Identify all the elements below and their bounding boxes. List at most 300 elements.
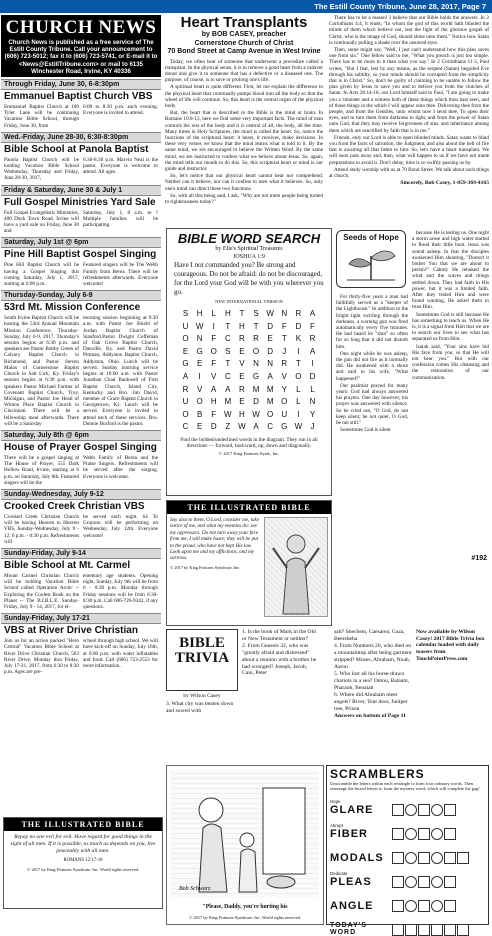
event-body xyxy=(1,156,161,183)
word-search-version: NEW INTERNATIONAL VERSION xyxy=(215,299,283,304)
article-body xyxy=(165,59,323,206)
answer-box[interactable] xyxy=(431,852,443,864)
grid-letter[interactable]: E xyxy=(239,371,245,381)
event-text: Webb Family of Berea and the Praise Singers. Refreshments will be served after the singing. Everyone is welcome. xyxy=(83,454,158,480)
grid-letter[interactable]: A xyxy=(309,309,316,318)
grid-row xyxy=(179,384,319,397)
grid-letter[interactable]: H xyxy=(196,309,203,318)
scrambler-row xyxy=(330,868,485,888)
answer-box[interactable] xyxy=(418,900,430,912)
grid-letter[interactable]: G xyxy=(281,422,288,432)
grid-letter[interactable]: I xyxy=(297,346,300,356)
event-text: school through high school. We will have kick-off on Sunday, July 16th, at 6:00 p.m. with water inflatables and food. Call (606) 723-2553 for more information. xyxy=(83,638,158,669)
answer-box[interactable] xyxy=(392,924,404,936)
church-news-title: CHURCH NEWS xyxy=(5,17,157,38)
grid-letter[interactable]: N xyxy=(267,359,274,369)
illustrated-bible-copyright: © 2017 by King Features Syndicate, Inc. World rights reserved. xyxy=(27,867,139,872)
scrambler-row xyxy=(330,796,485,816)
illustrated-bible-quote: Repay no one evil for evil. Have regard for good things in the sight of all men. If it is possible, as much as depends on you, live peaceably with all men. xyxy=(10,834,156,854)
grid-letter[interactable]: W xyxy=(224,409,232,419)
scramblers-puzzle xyxy=(326,765,489,936)
answer-box[interactable] xyxy=(418,852,430,864)
grid-letter[interactable]: A xyxy=(211,384,217,394)
cartoon-signature: Bob Schwarz xyxy=(179,886,211,892)
grid-letter[interactable]: D xyxy=(267,321,274,331)
answer-box[interactable] xyxy=(457,852,469,864)
grid-row xyxy=(179,333,319,346)
grid-letter[interactable]: T xyxy=(225,359,231,369)
grid-letter[interactable]: O xyxy=(210,346,217,356)
answer-boxes xyxy=(392,828,456,840)
grid-letter[interactable]: G xyxy=(182,359,189,369)
article-title: Heart Transplants xyxy=(180,14,308,31)
grid-letter[interactable]: U xyxy=(182,321,189,331)
event-text: ementary age students. Opening night, Sunday, July 9th will be from 6 - 8:30 p.m. Monday through Friday sessions will be from 6:30-8:30 p.m. Call 606-726-9342, if any questions. xyxy=(83,572,158,610)
cartoon-image xyxy=(171,770,319,898)
event-body xyxy=(1,637,161,676)
grid-letter[interactable]: O xyxy=(252,346,260,356)
answer-box[interactable] xyxy=(444,852,456,864)
final-answer-boxes xyxy=(392,924,469,936)
article-paragraph: Friends, only our Lord is able to open blinded minds. Satan wants to blind you from the facts of salvation, the Judgment, and also about the hell of fire that is awaiting all that listen to him. So, let's have a heart transplant. We will soon pass away and, then, what will happen to us if we have not made preparations to avoid it. Don't delay, time is so swiftly passing us by. xyxy=(329,134,489,166)
grid-row xyxy=(179,371,319,384)
illustrated-bible-title: THE ILLUSTRATED BIBLE xyxy=(167,501,331,514)
grid-letter[interactable]: I xyxy=(311,359,314,369)
trivia-question: 3. What city was beaten down and sowed with xyxy=(166,701,234,714)
grid-letter[interactable]: O xyxy=(295,371,302,381)
scrambled-word xyxy=(330,871,392,888)
illustrated-bible-quote: Say also to them, O Lord, consider me, take notice of me, and what my enemies do: see my oppressors. Do not turn away your face from me, I will make haste; they will be put to the proud, who have not kept His law. Look upon me and my afflictions, and my sorrows. xyxy=(170,517,260,562)
event-date-band: Sunday-Friday, July 9-14 xyxy=(1,548,161,559)
seeds-badge xyxy=(336,230,406,288)
trivia-question: 1. Is the book of Mark in the Old or New Testament or neither? xyxy=(242,629,316,642)
seeds-paragraph: Isaiah said, "Your sins have hid His face from you, so that He will not hear you." But with our confession comes His cleansing and the restoration of our communication. xyxy=(412,343,489,381)
church-news-header xyxy=(1,15,161,77)
answer-box[interactable] xyxy=(444,876,456,888)
scramblers-title: SCRAMBLERS xyxy=(330,767,425,781)
bible-word-search xyxy=(166,228,332,496)
event-text: Join us for an action packed "Hero Central" Vacation Bible School at River Drive Christian Church, 563 River Drive, Monday thru Friday, July 17-21, 2017, from 6:30 to 8:30 p.m. Ages are pre- xyxy=(4,638,79,676)
trivia-questions-2 xyxy=(166,701,240,715)
grid-letter[interactable]: A xyxy=(267,371,273,381)
event-text: Full Gospel Evangelistic Ministries, 400 Duck Town Road, Irvine will have a yard sale on Friday, June 30 and xyxy=(4,209,79,235)
trivia-question: 4. From Numbers 20, who died on a mountaintop after being garment stripped? Moses, Abraham, Noah, Aaron xyxy=(334,643,412,670)
trivia-questions-1 xyxy=(242,629,320,678)
scrambled-word xyxy=(330,823,392,840)
grid-letter[interactable]: F xyxy=(310,321,315,331)
seeds-text-right xyxy=(412,230,489,382)
grid-letter[interactable]: N xyxy=(196,334,203,344)
scramblers-final-row xyxy=(330,916,485,936)
church-news-column xyxy=(1,15,161,930)
answer-box[interactable] xyxy=(405,804,417,816)
grid-letter[interactable]: E xyxy=(239,397,245,407)
article-paragraph: Attend study worship with us at 70 Bond Street. We talk about such things at church. xyxy=(329,166,489,180)
event-text: South Irvine Baptist Church will be hosting the 53rd Annual Mountain Mission Conference, Thursday-Sunday, July 6-9, 2017. Thursday's session begins at 6:30 p.m. and speakers are Pastor Bobby Green of Calvary Baptist Church in Richmond, and Pastor Steven Mains of Cornerstone Baptist Church in Salt Lick, Ky. Friday's session begins at 6:30 p.m. with speakers Pastor Michael Farmer of Covenant Baptist Church, Troy, Michigan, and Pastor Joe Head of Winton Place Baptist Church in Cincinnati. There will be a fellowship meal afterwards. There will be a Saturday xyxy=(4,315,79,427)
event-list xyxy=(1,79,161,676)
answer-box[interactable] xyxy=(418,876,430,888)
grid-letter[interactable]: U xyxy=(182,397,189,407)
grid-letter[interactable]: G xyxy=(252,371,260,381)
event-title: Full Gospel Ministries Yard Sale xyxy=(4,196,156,208)
grid-letter[interactable]: K xyxy=(295,334,302,344)
event-title: Bible School at Mt. Carmel xyxy=(4,559,131,571)
trivia-question: 2. From Genesis 32, who was "greatly afraid and distressed" about a reunion with a brother he had wronged? Joseph, Jacob, Cain, Peter xyxy=(242,643,317,677)
grid-letter[interactable]: M xyxy=(266,384,274,394)
grid-letter[interactable]: R xyxy=(239,334,245,344)
grid-letter[interactable]: R xyxy=(281,359,288,369)
answer-box[interactable] xyxy=(431,876,443,888)
trivia-answers-note: Answers on bottom of Page 11 xyxy=(334,713,406,720)
answer-box[interactable] xyxy=(405,852,417,864)
grid-letter[interactable]: G xyxy=(196,346,203,356)
event-text: Saturday, July 1, 8 a.m. to ? Multiple families will be participating. xyxy=(83,209,158,229)
grid-letter[interactable]: W xyxy=(195,321,204,331)
scramblers-instructions: Unscramble the letters within each rectangle to form four ordinary words. Then rearrange the boxed letters to form the mystery word, which will complete the gag! xyxy=(330,781,480,792)
grid-letter[interactable]: O xyxy=(196,397,203,407)
cartoon-panel xyxy=(166,765,324,925)
seeds-paragraph: Sometimes God is silent xyxy=(340,427,391,434)
grid-letter[interactable]: T xyxy=(281,334,287,344)
answer-boxes xyxy=(392,804,456,816)
grid-letter[interactable]: D xyxy=(309,371,316,381)
scrambled-word xyxy=(330,799,392,816)
word-search-verse: Have I not commanded you? Be strong and courageous. Do not be afraid; do not be discouraged, for the Lord your God will be with you wherever you go. xyxy=(174,261,324,296)
grid-letter[interactable]: F xyxy=(211,409,217,419)
scrambler-row xyxy=(330,820,485,840)
answer-box[interactable] xyxy=(405,828,417,840)
trivia-logo xyxy=(166,629,238,691)
seeds-of-hope xyxy=(336,228,489,568)
grid-letter[interactable]: V xyxy=(211,371,217,381)
trivia-title-line1: BIBLE xyxy=(179,635,225,651)
seeds-paragraph: For thirty-five years a man had faithfully served as a "keeper of the Lighthouse." In addition to the bright light swirling through the darkness, a warning gun was fired automatically every five minutes. He had heard its "shot" so often for so long that it did not disturb him. xyxy=(336,294,408,350)
seeds-paragraph: One night while he was asleep, the gun did not fire as it normally did. He awakened with a shout and said to his wife, "What happened?" xyxy=(336,350,408,382)
grid-letter[interactable]: I xyxy=(212,321,215,331)
grid-letter[interactable]: E xyxy=(182,346,189,356)
word-search-grid xyxy=(179,308,319,434)
grid-letter[interactable]: D xyxy=(253,397,259,407)
event-body xyxy=(1,261,161,288)
grid-letter[interactable]: N xyxy=(253,359,259,369)
grid-row xyxy=(179,308,319,321)
church-news-intro: Church News is published as a free service of The Estill County Tribune. Call your announcement to (606) 723-5012; fax it to (606) 723-5741, or E-mail it to <News@EstillTribune.com> or mail to 6135 Winchester Road, Irvine, KY 40336 xyxy=(4,39,158,75)
event-body xyxy=(1,209,161,236)
event-date-band: Thursday-Sunday, July 6-9 xyxy=(1,290,161,301)
grid-letter[interactable]: C xyxy=(267,422,274,432)
article-signature: Sincerely, Bob Casey, 1-859-369-4165 xyxy=(400,180,489,187)
grid-letter[interactable]: E xyxy=(196,359,203,369)
answer-box[interactable] xyxy=(392,900,404,912)
trivia-promo xyxy=(416,629,489,664)
grid-letter[interactable]: T xyxy=(239,309,245,318)
grid-letter[interactable]: I xyxy=(198,371,201,381)
grid-letter[interactable]: J xyxy=(282,346,287,356)
seeds-paragraph: Sometimes God is still because He has something to teach us. When He is, it is a signal from Him that we are to search our lives to see what has separated us from Him. xyxy=(412,311,489,343)
answer-box[interactable] xyxy=(431,924,443,936)
grid-letter[interactable]: R xyxy=(239,384,245,394)
grid-letter[interactable]: Y xyxy=(309,409,316,419)
event-date-band: Through Friday, June 30, 6-8:30pm xyxy=(1,79,161,90)
word-search-title: BIBLE WORD SEARCH xyxy=(177,231,321,246)
answer-boxes xyxy=(392,852,469,864)
grid-letter[interactable]: W xyxy=(252,409,260,419)
grid-letter[interactable]: T xyxy=(295,359,301,369)
grid-letter[interactable]: L xyxy=(211,309,216,318)
grid-letter[interactable]: E xyxy=(239,346,245,356)
illustrated-bible-text xyxy=(4,831,162,867)
cartoon-copyright: © 2017 by King Features Syndicate, Inc. World rights reserved. xyxy=(189,915,301,920)
grid-letter[interactable]: J xyxy=(310,422,315,432)
grid-letter[interactable]: C xyxy=(182,422,189,432)
article-address: 70 Bond Street at Camp Avenue in West Irvine xyxy=(167,48,321,55)
event-text: There will be a gospel singing at The House of Prayer, 555 Dark Hollow Road, Irvine, starting at 6 p.m. on Saturday, July 8th. Featured singers will be the xyxy=(4,454,80,486)
grid-letter[interactable]: D xyxy=(267,346,274,356)
article-paragraph: So, let's notice that our physical heart cannot hear nor comprehend. Neither can it believe, nor can it confess to men what it believes. So, only one's mind can direct these two functions. xyxy=(165,173,323,192)
event-text: Mount Carmel Christian Church will be holding Vacation Bible School called Operation Arctic -- Exploring the Coolest Book on the Planet -- The B.I.B.L.E. Sunday-Friday, July 9 - 14, 2017, for el- xyxy=(4,572,79,610)
answer-box[interactable] xyxy=(392,804,404,816)
article-paragraph: So, with all this being said, I ask, "Why are not more people being turned to righteousness today?" xyxy=(165,192,323,205)
word-search-instructions: Find the bolded/underlined words in the diagram. They run in all directions — forward, backward, up, down and diagonally. xyxy=(180,436,318,450)
answer-box[interactable] xyxy=(392,876,404,888)
grid-letter[interactable]: N xyxy=(309,397,316,407)
event-body xyxy=(1,572,161,611)
answer-box[interactable] xyxy=(444,900,456,912)
grid-row xyxy=(179,421,319,434)
seeds-paragraph: Our psalmist prayed for many years: God had always answered his prayers. One day however, his prayer was answered with silence. So he cried out, "O God, do not keep silent; be not quiet, O God, be not still." xyxy=(336,382,408,427)
illustrated-bible-panel-bottom xyxy=(3,817,163,909)
scrambler-hint: Hope xyxy=(330,798,341,804)
trivia-promo-text: Now available by Wilson Casey! 2017 Bible Trivia box calendar loaded with daily teasers from TouchPointPress.com xyxy=(416,629,485,662)
event-text: Crooked Creek Christian Church will be having Heaven to Heaven VBS, Sunday-Wednesday, July 9 - 12, 6 p.m. - 8:30 p.m. Refreshments will xyxy=(4,513,79,545)
article-paragraph: Today, we often hear of someone that underwent a procedure called a transplant. In the physical sense, it is to remove a good heart from a cadaver donor and give it to someone that has a defective or a diseased one. The purpose, of course, is to save or prolong one's life. xyxy=(165,58,323,84)
grid-row xyxy=(179,396,319,409)
event-title: House of Prayer Gospel Singing xyxy=(4,441,157,453)
grid-letter[interactable]: L xyxy=(296,384,301,394)
answer-box[interactable] xyxy=(392,852,404,864)
grid-letter[interactable]: W xyxy=(294,422,303,432)
event-date-band: Friday & Saturday, June 30 & July 1 xyxy=(1,185,161,196)
figure-illustration xyxy=(265,518,327,616)
grid-letter[interactable]: N xyxy=(281,309,288,318)
grid-row xyxy=(179,346,319,359)
grid-letter[interactable]: R xyxy=(253,334,259,344)
answer-box[interactable] xyxy=(418,924,430,936)
word-search-byline: by Elie's Spiritual Treasures xyxy=(215,246,283,252)
seeds-text-left xyxy=(336,294,408,434)
grid-letter[interactable]: F xyxy=(211,359,217,369)
grid-row xyxy=(179,358,319,371)
grid-letter[interactable]: C xyxy=(224,371,231,381)
article-church: Cornerstone Church of Christ xyxy=(194,39,294,47)
answer-box[interactable] xyxy=(431,804,443,816)
event-title: VBS at River Drive Christian xyxy=(4,625,138,637)
trivia-question: 5. Who lost all his horse-drawn chariots in a sea? Omnu, Balaam, Pharaoh, Benaiah xyxy=(334,671,410,691)
sprout-icon xyxy=(339,242,403,282)
answer-box[interactable] xyxy=(392,828,404,840)
illustrated-bible-title: THE ILLUSTRATED BIBLE xyxy=(4,818,162,831)
grid-letter[interactable]: D xyxy=(295,321,302,331)
scrambler-row xyxy=(330,844,485,864)
seeds-title: Seeds of Hope xyxy=(343,233,399,242)
grid-letter[interactable]: H xyxy=(224,309,231,318)
event-text: Featured singers will be The Webb Family from Berea. There will be refreshments afterwards. Everyone welcome! xyxy=(83,262,158,288)
grid-letter[interactable]: C xyxy=(224,334,231,344)
grid-letter[interactable]: M xyxy=(224,397,232,407)
answer-boxes xyxy=(392,900,456,912)
scrambler-row xyxy=(330,892,485,912)
event-text: be served each night. 64 To Grayson will be performing on Wednesday, July 12th. Everyone welcome! xyxy=(83,513,158,539)
grid-letter[interactable]: L xyxy=(310,384,315,394)
event-title: Bible School at Panola Baptist xyxy=(4,143,149,155)
grid-letter[interactable]: H xyxy=(239,409,245,419)
grid-letter[interactable]: A xyxy=(253,422,259,432)
grid-letter[interactable]: V xyxy=(239,359,245,369)
event-text: Emmanuel Baptist Church at 106 Tyler Lane will be continuing Vacation Bible School, through Friday, June 30, from xyxy=(4,104,79,129)
answer-box[interactable] xyxy=(431,900,443,912)
illustrated-bible-copyright: © 2017 by King Features Syndicate, Inc. xyxy=(170,564,241,570)
grid-letter[interactable]: R xyxy=(182,384,189,394)
answer-box[interactable] xyxy=(405,900,417,912)
answer-box[interactable] xyxy=(431,828,443,840)
event-title: 53rd Mt. Mission Conference xyxy=(4,302,141,314)
heart-transplants-article xyxy=(165,15,323,206)
article-continuation xyxy=(329,15,489,186)
grid-letter[interactable]: R xyxy=(309,334,316,344)
event-title: Pine Hill Baptist Gospel Singing xyxy=(4,249,157,261)
trivia-byline: by Wilson Casey xyxy=(183,693,221,699)
grid-letter[interactable]: A xyxy=(309,346,316,356)
event-text: morning session beginning at 9:30 a.m. with Pastor Joe Shield of Jordan Baptist Church of Stanford.Pastor Dwight Coffeman of Oak Grove Baptist Church, Danville, Ky. and Pastor David Pittman, Addyston Baptist Church, Addyston, Ohio. Lunch will be served. Sunday morning service begins at 10:00 a.m. with Pastor Jonathan Chad Bankwell of First Baptist Church, Island City, Kentucky and Bro. Jim David, member of Grace Baptist Church in Georgetown, Ky. Lunch will be served. Everyone is invited to attend each of these services. Bro. Donnie Burford is the pastor. xyxy=(83,315,158,427)
grid-letter[interactable]: W xyxy=(238,422,246,432)
word-search-copyright: © 2017 King Features Synd., Inc. xyxy=(218,450,280,456)
answer-box[interactable] xyxy=(418,804,430,816)
event-date-band: Sunday-Wednesday, July 9-12 xyxy=(1,489,161,500)
event-body xyxy=(1,513,161,546)
article-paragraph: Then, some might say, "Well, I just can't understand how this plan saves one from sin." One fellow said to me, "What you preach is just too simple. There has to be more to it than what you say." In 2 Corinthians 11:3, Paul writes, "But I fear, lest by any means, as the serpent (Satan) beguiled Eve through his subtilty, so your minds should be corrupted from the simplicity that is in Christ." So, don't be guilty of claiming to be unable to follow the plan given by Jesus to save you and to deliver you from the clutches of Satan. In Acts 26:14-18, our Lord himself said to Paul, "I am going to make you a 'minister and a witness both of these things which thou hast seen, and of those things in the which I will appear unto thee. Delivering thee from the people, and from the Gentiles, unto whom now I send thee, To open their eyes, and to turn them from darkness to light, and from the power of Satan unto God, that they may receive forgiveness of sins, and inheritance among them which are sanctified by faith that is in me." xyxy=(329,47,489,134)
scramblers-final-label: TODAY'S WORD xyxy=(330,921,368,936)
event-text: Panola Baptist Church will be holding Vacation Bible School Wednesday, Thursday and Friday, June 28-30, 2017, xyxy=(4,156,79,182)
grid-letter[interactable]: Z xyxy=(225,422,231,432)
article-continuation-body xyxy=(329,15,489,179)
scrambled-word xyxy=(330,900,392,912)
event-text: Pine Hill Baptist Church will be having a Gospel Singing this coming Saturday, July 1, 2017, starting at 6:00 p.m. xyxy=(4,262,79,288)
trivia-title-line2: TRIVIA xyxy=(174,650,230,666)
grid-letter[interactable]: U xyxy=(281,409,288,419)
grid-letter[interactable]: O xyxy=(267,409,274,419)
scrambled-letters: FIBER xyxy=(330,827,368,840)
event-date-band: Saturday, July 8th @ 6pm xyxy=(1,430,161,441)
grid-letter[interactable]: D xyxy=(210,422,217,432)
scramblers-word-list xyxy=(330,796,485,912)
grid-letter[interactable]: F xyxy=(211,334,217,344)
grid-letter[interactable]: R xyxy=(295,309,302,318)
scrambler-hint: Abrupt xyxy=(330,822,343,828)
article-paragraph: But, the heart that is described in the Bible is the mind or brain. In Romans 10:8-12, here we find some very important facts. The mind of man controls the rest of the body and it is central of all, the body, all the time. Many times in Holy Scriptures, the mind is called the heart. So, notice the functions of the scriptural heart: it hears, it receives, make decisions. In these very verses we know that the mind learns what is told to it. By the same mind, we are encouraged to believe the Written Word. By the same mind, we are instructed to confess what we believe about Jesus. So, again, the mind tells our mouth to do this. So, this scriptural heart or mind is our guide and instructor. xyxy=(165,110,323,172)
trivia-question: 6. Where did Abraham meet angels? River, Tent door, Juniper tree, Prison xyxy=(334,692,408,712)
grid-letter[interactable]: T xyxy=(253,321,259,331)
grid-row xyxy=(179,321,319,334)
event-date-band: Wed.-Friday, June 28-30, 6:30-8:30pm xyxy=(1,132,161,143)
grid-letter[interactable]: M xyxy=(252,384,260,394)
event-body xyxy=(1,454,161,487)
answer-boxes xyxy=(392,876,456,888)
answer-box[interactable] xyxy=(405,924,417,936)
event-body xyxy=(1,103,161,130)
grid-letter[interactable]: O xyxy=(182,409,189,419)
grid-letter[interactable]: H xyxy=(239,321,245,331)
event-title: Crooked Creek Christian VBS xyxy=(4,500,145,512)
scrambled-letters: MODALS xyxy=(330,851,384,864)
trivia-questions-3 xyxy=(334,629,412,721)
scrambler-hint: Dedicate xyxy=(330,870,348,876)
grid-letter[interactable]: I xyxy=(297,409,300,419)
scrambled-letters: GLARE xyxy=(330,803,374,816)
answer-box[interactable] xyxy=(418,828,430,840)
seeds-number: #192 xyxy=(471,555,487,562)
cartoon-caption: "Please, Daddy, you're hurting his xyxy=(202,904,288,910)
bible-trivia xyxy=(166,629,489,761)
illustrated-bible-text xyxy=(170,517,261,617)
grid-letter[interactable]: H xyxy=(210,397,217,407)
illustrated-bible-reference: ROMANS 12:17-18 xyxy=(63,858,103,863)
page-header: The Estill County Tribune, June 28, 2017, Page 7 xyxy=(0,0,492,13)
event-body xyxy=(1,314,161,428)
event-title: Emmanuel Baptist Church VBS xyxy=(4,91,153,103)
grid-letter[interactable]: V xyxy=(281,371,287,381)
grid-letter[interactable]: E xyxy=(196,422,203,432)
grid-letter[interactable]: A xyxy=(182,371,189,381)
illustrated-bible-panel xyxy=(166,500,332,626)
scrambled-letters: ANGLE xyxy=(330,899,374,912)
grid-letter[interactable]: T xyxy=(225,321,231,331)
grid-letter[interactable]: O xyxy=(182,334,189,344)
grid-letter[interactable]: V xyxy=(196,384,203,394)
answer-box[interactable] xyxy=(444,804,456,816)
grid-letter[interactable]: S xyxy=(182,309,189,318)
grid-letter[interactable]: F xyxy=(281,321,287,331)
trivia-question: salt? Shechem, Caesarea, Gaza, Beersheba xyxy=(334,629,405,642)
event-date-band: Saturday, July 1st @ 6pm xyxy=(1,237,161,248)
grid-letter[interactable]: Y xyxy=(281,384,287,394)
word-search-reference: JOSHUA 1:9 xyxy=(233,254,265,260)
answer-box[interactable] xyxy=(444,924,456,936)
grid-letter[interactable]: W xyxy=(266,309,274,318)
cartoon-drawing xyxy=(171,770,319,898)
grid-letter[interactable]: B xyxy=(196,409,203,419)
scrambled-word xyxy=(330,852,392,864)
answer-box[interactable] xyxy=(457,924,469,936)
event-text: 6:30-8:30 p.m. Marvin Neal is the pastor. Everyone is welcome to attend. All ages. xyxy=(83,156,158,176)
grid-letter[interactable]: O xyxy=(281,397,288,407)
event-date-band: Sunday-Friday, July 17-21 xyxy=(1,613,161,624)
grid-letter[interactable]: S xyxy=(253,309,259,318)
grid-letter[interactable]: L xyxy=(296,397,301,407)
article-paragraph: A spiritual heart is quite different. First, let me explain the difference in the physical heart that continually pumps blood into all the body so that the wheel of life will continue. So, this heart is the central organ of the physical body. xyxy=(165,84,323,109)
grid-letter[interactable]: E xyxy=(267,334,273,344)
grid-letter[interactable]: M xyxy=(266,397,274,407)
grid-row xyxy=(179,409,319,422)
grid-letter[interactable]: S xyxy=(225,346,231,356)
seeds-paragraph: because He is testing us. One night a storm arose and high water started to flood their little boat. Jesus was sound asleep. In fear the disciples awakened Him shouting, "Doesn't it bother You that we are about to perish?" Calmly He rebuked the wind and the waves and things settled down. They had faith in His power, but it was a limited faith. After they tested Him and were found wanting, He asked them to trust Him. xyxy=(412,230,489,311)
event-text: 6:00 to 8:30 p.m. each evening. Everyone is invited to attend. xyxy=(83,104,158,117)
article-byline: by BOB CASEY, preacher xyxy=(201,31,287,38)
grid-letter[interactable]: A xyxy=(225,384,231,394)
article-paragraph: There has to be a reason! I believe that our Bible holds the answers. In 2 Corinthians 4:4, it reads, "In whom the god of this world hath blinded the minds of them which believe not, lest the light of the glorious gospel of Christ, who is the image of God, should shine unto them." Notice how Satan is continually pulling a shade over the unsaved eyes. xyxy=(329,15,489,46)
illustration-image xyxy=(264,517,328,617)
answer-box[interactable] xyxy=(405,876,417,888)
answer-box[interactable] xyxy=(444,828,456,840)
